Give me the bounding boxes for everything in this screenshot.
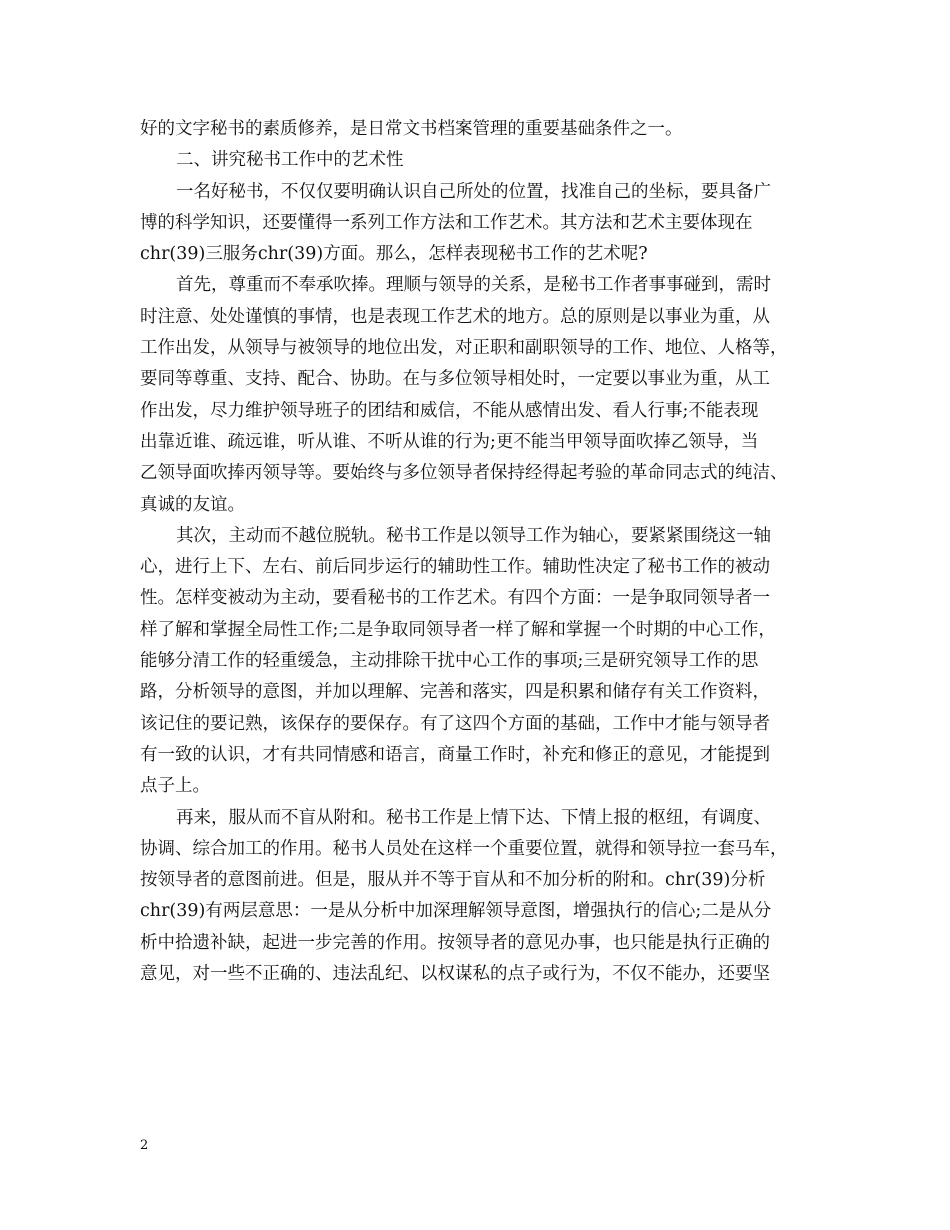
text-line: 博的科学知识，还要懂得一系列工作方法和工作艺术。其方法和艺术主要体现在	[140, 212, 753, 233]
text-line: 析中拾遗补缺，起进一步完善的作用。按领导者的意见办事，也只能是执行正确的	[140, 932, 770, 953]
text-line: 性。怎样变被动为主动，要看秘书的工作艺术。有四个方面：一是争取同领导者一	[140, 588, 770, 609]
text-line: 能够分清工作的轻重缓急，主动排除干扰中心工作的事项;三是研究领导工作的思	[140, 651, 759, 672]
text-line: 路，分析领导的意图，并加以理解、完善和落实，四是积累和储存有关工作资料，	[140, 682, 770, 703]
text-line: 意见，对一些不正确的、违法乱纪、以权谋私的点子或行为，不仅不能办，还要坚	[140, 964, 770, 985]
text-line: 点子上。	[140, 776, 210, 797]
text-line: 首先，尊重而不奉承吹捧。理顺与领导的关系，是秘书工作者事事碰到，需时	[176, 275, 771, 296]
text-line: 作出发，尽力维护领导班子的团结和威信，不能从感情出发、看人行事;不能表现	[140, 400, 759, 421]
page-number: 2	[140, 1138, 149, 1153]
text-line: 心，进行上下、左右、前后同步运行的辅助性工作。辅助性决定了秘书工作的被动	[140, 557, 770, 578]
text-line: 二、讲究秘书工作中的艺术性	[176, 150, 404, 171]
text-line: 出靠近谁、疏远谁，听从谁、不听从谁的行为;更不能当甲领导面吹捧乙领导，当	[140, 431, 759, 452]
text-line: 工作出发，从领导与被领导的地位出发，对正职和副职领导的工作、地位、人格等，	[140, 338, 788, 359]
text-line: 再来，服从而不盲从附和。秘书工作是上情下达、下情上报的枢纽，有调度、	[176, 807, 771, 828]
text-line: 有一致的认识，才有共同情感和语言，商量工作时，补充和修正的意见，才能提到	[140, 744, 770, 765]
text-line: 按领导者的意图前进。但是，服从并不等于盲从和不加分析的附和。chr(39)分析	[140, 870, 766, 891]
document-body	[140, 114, 820, 990]
text-line: chr(39)有两层意思：一是从分析中加深理解领导意图，增强执行的信心;二是从分	[140, 901, 772, 922]
text-line: chr(39)三服务chr(39)方面。那么，怎样表现秘书工作的艺术呢?	[140, 244, 648, 265]
text-line: 协调、综合加工的作用。秘书人员处在这样一个重要位置，就得和领导拉一套马车，	[140, 838, 788, 859]
text-line: 时注意、处处谨慎的事情，也是表现工作艺术的地方。总的原则是以事业为重，从	[140, 306, 770, 327]
text-line: 样了解和掌握全局性工作;二是争取同领导者一样了解和掌握一个时期的中心工作，	[140, 619, 776, 640]
text-line: 好的文字秘书的素质修养，是日常文书档案管理的重要基础条件之一。	[140, 119, 683, 139]
text-line: 真诚的友谊。	[140, 494, 245, 515]
text-line: 要同等尊重、支持、配合、协助。在与多位领导相处时，一定要以事业为重，从工	[140, 369, 770, 390]
text-line: 一名好秘书，不仅仅要明确认识自己所处的位置，找准自己的坐标，要具备广	[176, 181, 771, 202]
text-line: 其次，主动而不越位脱轨。秘书工作是以领导工作为轴心，要紧紧围绕这一轴	[176, 525, 771, 546]
text-line: 乙领导面吹捧丙领导等。要始终与多位领导者保持经得起考验的革命同志式的纯洁、	[140, 463, 788, 484]
text-line: 该记住的要记熟，该保存的要保存。有了这四个方面的基础，工作中才能与领导者	[140, 713, 770, 734]
